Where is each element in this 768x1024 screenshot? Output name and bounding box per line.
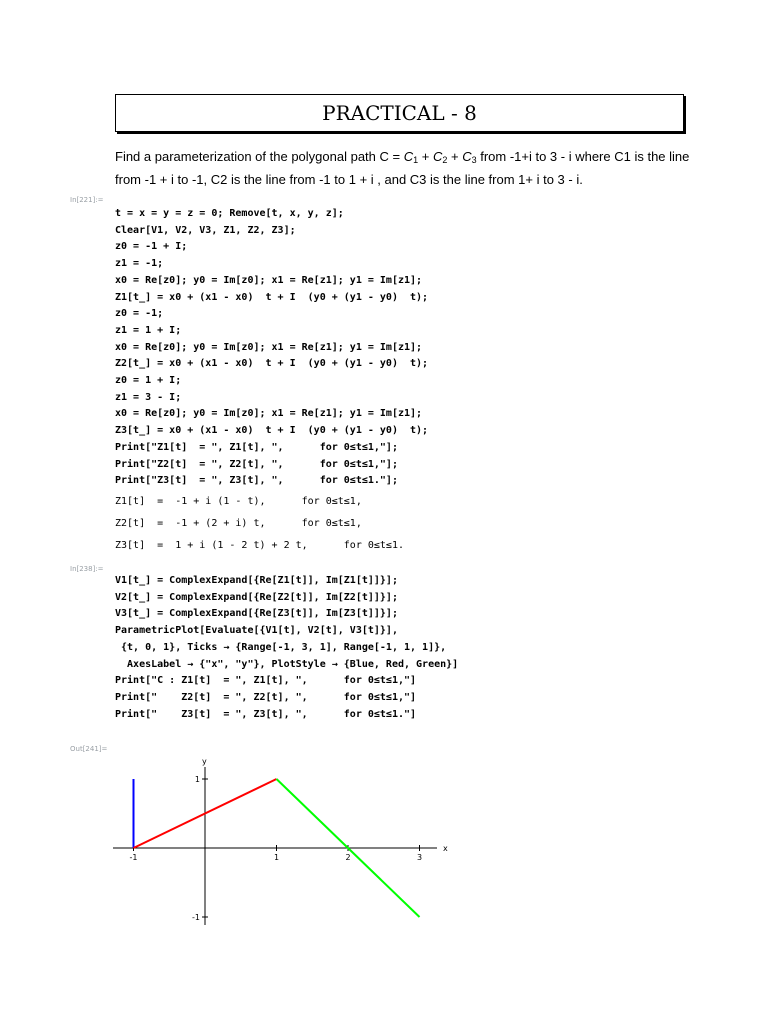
subscript-1: 1 xyxy=(413,155,419,165)
x-tick-label: 1 xyxy=(273,853,280,862)
code-line: z1 = 3 - I; xyxy=(115,391,182,403)
y-tick-label: -1 xyxy=(192,913,200,922)
code-line: {t, 0, 1}, Ticks → {Range[-1, 3, 1], Range[-1, 1, 1]}, xyxy=(115,641,447,653)
input-label-1: In[221]:= xyxy=(70,196,104,204)
code-line: V1[t_] = ComplexExpand[{Re[Z1[t]], Im[Z1[t]]}]; xyxy=(115,575,398,586)
output-label-2: Out[241]= xyxy=(70,745,108,753)
code-line: Print[" Z2[t] = ", Z2[t], ", for 0≤t≤1,"] xyxy=(115,691,417,703)
code-line: Print["Z2[t] = ", Z2[t], ", for 0≤t≤1,"]; xyxy=(115,458,398,470)
code-line: Print["C : Z1[t] = ", Z1[t], ", for 0≤t≤1,"] xyxy=(115,675,417,687)
problem-text: from -1+i to 3 - i where C1 is the line xyxy=(476,149,690,164)
c-symbol: C xyxy=(432,149,443,164)
output-line-z1: Z1[t] = -1 + i (1 - t), for 0≤t≤1, xyxy=(115,496,362,507)
code-line: V2[t_] = ComplexExpand[{Re[Z2[t]], Im[Z2[t]]}]; xyxy=(115,591,398,603)
plus-sign: + xyxy=(418,149,433,164)
input-cell-1[interactable] xyxy=(115,206,428,490)
plus-sign: + xyxy=(447,149,463,164)
practical-title: PRACTICAL - 8 xyxy=(115,94,684,132)
problem-line-1 xyxy=(115,147,690,170)
problem-statement xyxy=(115,147,690,190)
y-axis-label: y xyxy=(202,757,207,766)
code-line: AxesLabel → {"x", "y"}, PlotStyle → {Blue, Red, Green}] xyxy=(115,658,459,670)
code-line: Z2[t_] = x0 + (x1 - x0) t + I (y0 + (y1 - y0) t); xyxy=(115,358,429,370)
c-symbol: C xyxy=(403,149,414,164)
x-axis-label: x xyxy=(443,844,448,853)
code-line: Clear[V1, V2, V3, Z1, Z2, Z3]; xyxy=(115,224,296,236)
code-line: x0 = Re[z0]; y0 = Im[z0]; x1 = Re[z1]; y1 = Im[z1]; xyxy=(115,341,423,353)
output-line-z3: Z3[t] = 1 + i (1 - 2 t) + 2 t, for 0≤t≤1. xyxy=(115,540,404,551)
output-line-z2: Z2[t] = -1 + (2 + i) t, for 0≤t≤1, xyxy=(115,518,362,529)
code-line: V3[t_] = ComplexExpand[{Re[Z3[t]], Im[Z3[t]]}]; xyxy=(115,608,398,620)
problem-text: Find a parameterization of the polygonal path C = xyxy=(115,149,404,164)
code-line: z0 = -1; xyxy=(115,308,164,320)
x-tick-label: -1 xyxy=(129,853,138,862)
code-line: x0 = Re[z0]; y0 = Im[z0]; x1 = Re[z1]; y1 = Im[z1]; xyxy=(115,408,423,420)
code-line: Z3[t_] = x0 + (x1 - x0) t + I (y0 + (y1 - y0) t); xyxy=(115,425,429,437)
code-line: z1 = 1 + I; xyxy=(115,324,182,336)
code-line: Print[" Z3[t] = ", Z3[t], ", for 0≤t≤1."] xyxy=(115,708,417,720)
code-line: Print["Z3[t] = ", Z3[t], ", for 0≤t≤1."]; xyxy=(115,475,398,487)
x-tick-label: 3 xyxy=(416,853,423,862)
code-line: x0 = Re[z0]; y0 = Im[z0]; x1 = Re[z1]; y1 = Im[z1]; xyxy=(115,274,423,286)
code-line: z0 = -1 + I; xyxy=(115,241,188,253)
y-tick-label: 1 xyxy=(194,775,200,784)
code-line: z0 = 1 + I; xyxy=(115,375,182,387)
subscript-2: 2 xyxy=(442,155,448,165)
code-line: ParametricPlot[Evaluate[{V1[t], V2[t], V3[t]}], xyxy=(115,625,398,637)
input-label-2: In[238]:= xyxy=(70,565,104,573)
subscript-3: 3 xyxy=(471,155,477,165)
input-cell-2[interactable] xyxy=(115,573,458,723)
x-tick-label: 2 xyxy=(345,853,351,862)
code-line: Z1[t_] = x0 + (x1 - x0) t + I (y0 + (y1 - y0) t); xyxy=(115,291,429,303)
code-line: Print["Z1[t] = ", Z1[t], ", for 0≤t≤1,"]; xyxy=(115,441,398,453)
problem-line-2: from -1 + i to -1, C2 is the line from -1 to 1 + i , and C3 is the line from 1+ i to 3 - i. xyxy=(115,172,583,187)
code-line: z1 = -1; xyxy=(115,258,164,270)
code-line: t = x = y = z = 0; Remove[t, x, y, z]; xyxy=(115,208,344,219)
parametric-plot xyxy=(0,755,768,940)
c-symbol: C xyxy=(462,149,472,164)
